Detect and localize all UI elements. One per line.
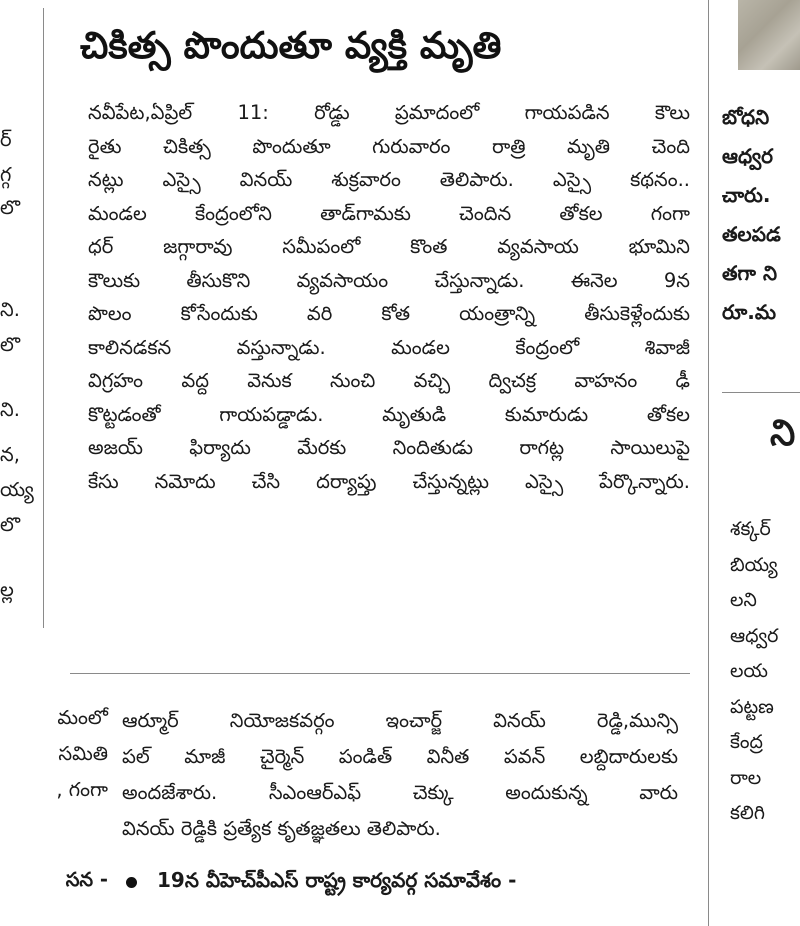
second-article-line: అందజేశారు. సీఎంఆర్ఎఫ్ చెక్కు అందుకున్న వారు — [122, 781, 678, 804]
right-column-line: శక్కర్ — [730, 518, 771, 540]
article-line: పొలం కోసేందుకు వరి కోత యంత్రాన్ని తీసుకెళ్లేందుకు — [88, 302, 690, 325]
second-article-body — [122, 703, 678, 847]
right-column-line: రూ.మ — [722, 300, 776, 324]
article-line: ధర్ జగ్గారావు సమీపంలో కొంత వ్యవసాయ భూమిని — [88, 235, 690, 258]
column-divider-right — [708, 0, 709, 926]
article-line: రైతు చికిత్స పొందుతూ గురువారం రాత్రి మృతి చెంది — [88, 134, 690, 158]
right-column-line: బియ్య — [730, 553, 778, 576]
right-column-line: తలపడ — [722, 222, 781, 246]
article-body — [88, 96, 690, 498]
left-fragment: న, — [0, 443, 20, 466]
right-column-line: బోధని — [722, 105, 770, 129]
news-photo — [738, 0, 800, 70]
left-fragment: ల్ల — [0, 578, 14, 601]
article-line: కౌలుకు తీసుకొని వ్యవసాయం చేస్తున్నాడు. ఈనెల 9న — [88, 268, 690, 292]
left-fragment: గ్గ — [0, 163, 12, 186]
second-article-line: పల్ మాజీ చైర్మెన్ పండిత్ వినీత పవన్ లబ్దిదారులకు — [122, 745, 678, 768]
article-line: విగ్రహం వద్ద వెనుక నుంచి వచ్చి ద్విచక్ర వాహనం ఢీ — [88, 369, 690, 392]
right-column-line: ఆధ్వర — [722, 144, 773, 168]
column-divider-left — [43, 8, 44, 628]
article-line: కొట్టడంతో గాయపడ్డాడు. మృతుడి కుమారుడు తోకల — [88, 402, 690, 426]
bullet-headline: 19న వీహెచ్‌పీఎస్ రాష్ట్ర కార్యవర్గ సమావేశం - — [157, 868, 517, 892]
right-column-line: రాల — [730, 766, 762, 789]
bottom-left-fragment: మంలో — [57, 706, 108, 729]
bullet-icon — [126, 877, 137, 888]
right-column-line: పట్టణ — [730, 695, 774, 718]
right-column-heading-box — [770, 412, 800, 456]
left-fragment: లొ — [0, 196, 21, 219]
bullet-headline-row — [126, 868, 686, 897]
article-line: అజయ్ ఫిర్యాదు మేరకు నిందితుడు రాగట్ల సాయిలుపై — [88, 436, 690, 459]
bottom-left-fragment: సన - — [65, 868, 108, 891]
article-separator-rule — [70, 673, 690, 674]
article-line: మండల కేంద్రంలోని తాడ్‌గామకు చెందిన తోకల గంగా — [88, 201, 690, 225]
right-column-line: లయ — [730, 660, 768, 682]
right-column-line: లని — [730, 589, 757, 611]
article-line: కాలినడకన వస్తున్నాడు. మండల కేంద్రంలో శివాజీ — [88, 335, 690, 359]
left-fragment: ని. — [0, 298, 20, 321]
right-column-line: కలిగి — [730, 802, 765, 824]
bottom-left-fragment: సమితి — [58, 742, 108, 765]
article-line: నట్లు ఎస్సై వినయ్ శుక్రవారం తెలిపారు. ఎస్సై కథనం.. — [88, 168, 690, 191]
right-column-top — [722, 98, 800, 332]
left-fragment: ర్ — [0, 128, 12, 151]
right-column-line: ఆధ్వర — [730, 624, 779, 647]
second-article-line: ఆర్మూర్ నియోజకవర్గం ఇంచార్జ్ వినయ్ రెడ్డి,మున్సి — [122, 709, 678, 732]
second-article-line: వినయ్ రెడ్డికి ప్రత్యేక కృతజ్ఞతలు తెలిపారు. — [122, 817, 441, 840]
article-headline: చికిత్స పొందుతూ వ్యక్తి మృతి — [80, 24, 502, 67]
right-column-line: తగా ని — [722, 261, 777, 285]
right-column-body — [730, 512, 800, 832]
right-column-line: కేంద్ర — [730, 731, 763, 753]
right-column-separator-rule — [722, 392, 800, 393]
bottom-left-fragment: , గంగా — [56, 778, 108, 801]
right-column-line: చారు. — [722, 183, 771, 207]
left-fragment: య్య — [0, 478, 34, 501]
left-fragment: ని. — [0, 398, 20, 421]
right-column-heading: ని — [770, 413, 796, 454]
left-fragment: లొ — [0, 513, 21, 536]
left-fragment: లొ — [0, 333, 21, 356]
article-line: కేసు నమోదు చేసి దర్యాప్తు చేస్తున్నట్లు ఎస్సై పేర్కొన్నారు. — [88, 469, 690, 493]
article-line: నవీపేట,ఏప్రిల్ 11: రోడ్డు ప్రమాదంలో గాయపడిన కౌలు — [88, 101, 690, 124]
